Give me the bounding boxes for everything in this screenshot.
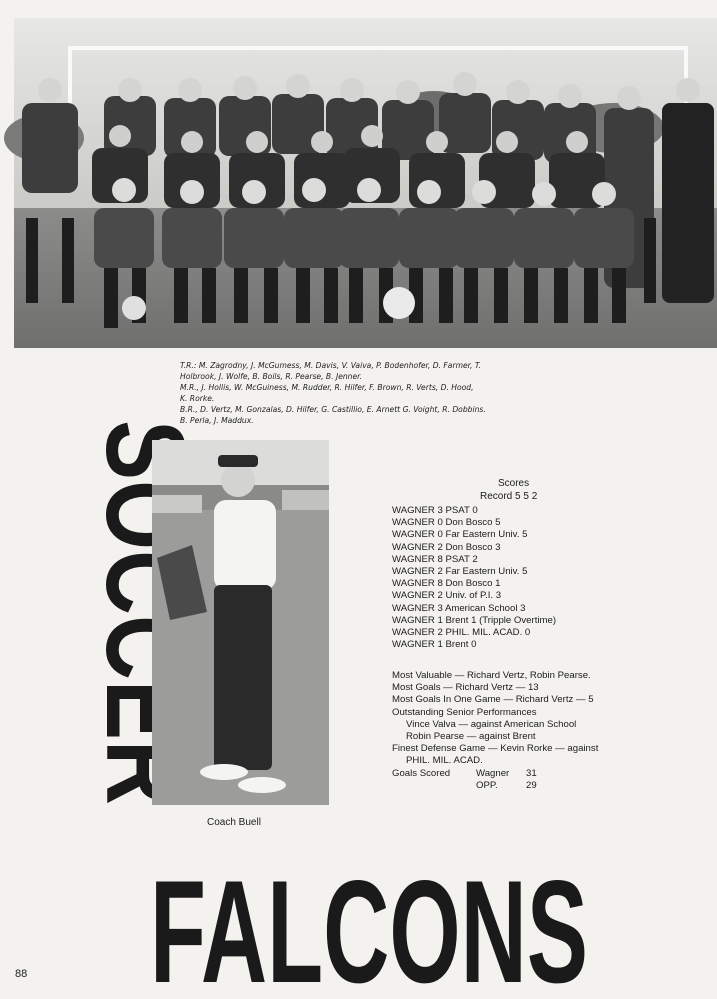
caption-line: B. Perla, J. Maddux.	[180, 416, 254, 425]
award-most-goals-one-game: Most Goals In One Game — Richard Vertz — 5	[392, 694, 594, 706]
coach-caption: Coach Buell	[207, 817, 261, 828]
score-row: WAGNER 1 Brent 1 (Tripple Overtime)	[392, 614, 557, 626]
score-row: WAGNER 0 Far Eastern Univ. 5	[392, 529, 528, 541]
falcons-title-text: FALCONS	[150, 850, 588, 999]
goals-wagner-label: Wagner	[476, 767, 510, 779]
award-senior-heading: Outstanding Senior Performances	[392, 706, 537, 718]
team-photo-caption	[180, 360, 560, 426]
goals-scored-label: Goals Scored	[392, 767, 451, 779]
caption-line: M.R., J. Hollis, W. McGuiness, M. Rudder, R. Hilfer, F. Brown, R. Verts, D. Hood,	[180, 383, 474, 392]
scores-record: Record 5 5 2	[480, 491, 538, 502]
score-row: WAGNER 3 PSAT 0	[392, 505, 478, 516]
score-row: WAGNER 2 Univ. of P.I. 3	[392, 590, 502, 602]
scores-heading: Scores	[498, 478, 530, 489]
goals-scored-opp	[392, 780, 692, 792]
goals-opp-value: 29	[526, 779, 537, 791]
score-row: WAGNER 2 Far Eastern Univ. 5	[392, 566, 528, 578]
score-row: WAGNER 1 Brent 0	[392, 639, 477, 651]
caption-line: T.R.: M. Zagrodny, J. McGumess, M. Davis, V. Vaiva, P. Bodenhofer, D. Farmer, T.	[180, 361, 482, 370]
coach-photo	[152, 440, 329, 805]
score-row: WAGNER 3 American School 3	[392, 602, 526, 614]
score-row: WAGNER 8 PSAT 2	[392, 553, 478, 565]
award-finest-defense: Finest Defense Game — Kevin Rorke — against	[392, 743, 599, 755]
falcons-title	[150, 850, 590, 999]
award-finest-defense-team: PHIL. MIL. ACAD.	[406, 755, 483, 767]
award-senior-2: Robin Pearse — against Brent	[406, 731, 536, 743]
caption-line: K. Rorke.	[180, 394, 215, 403]
score-row: WAGNER 8 Don Bosco 1	[392, 578, 501, 590]
award-most-valuable: Most Valuable — Richard Vertz, Robin Pearse.	[392, 670, 591, 681]
caption-line: Holbrook, J. Wolfe, B. Boils, R. Pearse, B. Jenner.	[180, 372, 362, 381]
award-most-goals: Most Goals — Richard Vertz — 13	[392, 682, 539, 694]
caption-line: B.R., D. Vertz, M. Gonzalas, D. Hilfer, G. Castillio, E. Arnett G. Voight, R. Dobbins.	[180, 405, 486, 414]
soccer-title-text: SOCCER	[83, 420, 208, 900]
soccer-title	[12, 420, 208, 900]
awards-list	[392, 670, 692, 792]
score-row: WAGNER 2 PHIL. MIL. ACAD. 0	[392, 627, 531, 639]
team-photo	[14, 18, 717, 348]
goals-wagner-value: 31	[526, 767, 537, 779]
page-number: 88	[15, 968, 28, 980]
award-senior-1: Vince Valva — against American School	[406, 718, 577, 730]
scores-list	[392, 505, 556, 651]
goals-scored-wagner	[392, 768, 692, 780]
score-row: WAGNER 2 Don Bosco 3	[392, 541, 501, 553]
score-row: WAGNER 0 Don Bosco 5	[392, 517, 501, 529]
goals-opp-label: OPP.	[476, 779, 498, 791]
